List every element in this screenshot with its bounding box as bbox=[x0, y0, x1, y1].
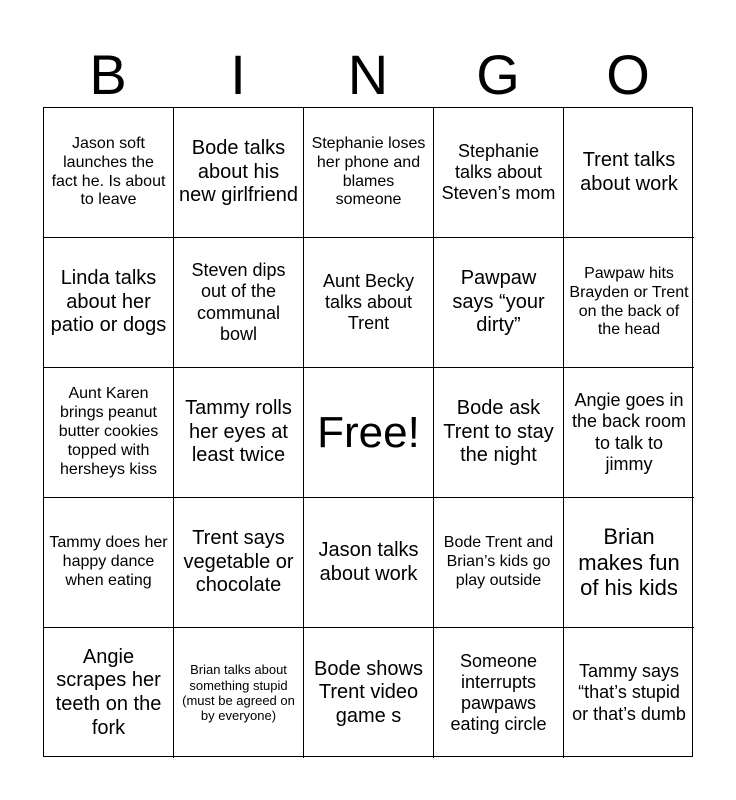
bingo-cell-25[interactable] bbox=[564, 628, 694, 758]
header-letter-n: N bbox=[347, 43, 389, 106]
bingo-cell-10[interactable] bbox=[564, 238, 694, 368]
cell-text: Free! bbox=[317, 407, 420, 457]
header-letter-b: B bbox=[89, 43, 127, 106]
cell-text: Aunt Karen brings peanut butter cookies topped with hersheys kiss bbox=[58, 385, 159, 478]
bingo-cell-9[interactable] bbox=[434, 238, 564, 368]
bingo-cell-2[interactable] bbox=[174, 108, 304, 238]
cell-text: Trent says vegetable or chocolate bbox=[183, 527, 294, 597]
bingo-cell-19[interactable] bbox=[434, 498, 564, 628]
cell-text: Brian talks about something stupid (must be agreed on by everyone) bbox=[182, 662, 295, 724]
bingo-cell-17[interactable] bbox=[174, 498, 304, 628]
bingo-cell-5[interactable] bbox=[564, 108, 694, 238]
bingo-cell-18[interactable] bbox=[304, 498, 434, 628]
cell-text: Tammy says “that’s stupid or that’s dumb bbox=[572, 661, 686, 724]
header-letter-i: I bbox=[230, 43, 246, 106]
cell-text: Aunt Becky talks about Trent bbox=[322, 270, 415, 334]
bingo-cell-21[interactable] bbox=[44, 628, 174, 758]
cell-text: Bode ask Trent to stay the night bbox=[443, 397, 554, 467]
cell-text: Bode talks about his new girlfriend bbox=[179, 137, 298, 207]
cell-text: Bode shows Trent video game s bbox=[314, 657, 423, 727]
bingo-cell-20[interactable] bbox=[564, 498, 694, 628]
cell-text: Steven dips out of the communal bowl bbox=[191, 260, 286, 344]
bingo-cell-11[interactable] bbox=[44, 368, 174, 498]
bingo-grid bbox=[43, 107, 693, 757]
bingo-cell-3[interactable] bbox=[304, 108, 434, 238]
cell-text: Someone interrupts pawpaws eating circle bbox=[450, 650, 547, 735]
header-letter-o: O bbox=[606, 43, 650, 106]
cell-text: Pawpaw hits Brayden or Trent on the back of the head bbox=[569, 264, 689, 339]
cell-text: Angie goes in the back room to talk to jimmy bbox=[571, 390, 687, 474]
bingo-cell-22[interactable] bbox=[174, 628, 304, 758]
cell-text: Jason soft launches the fact he. Is about to leave bbox=[51, 134, 166, 209]
cell-text: Stephanie talks about Steven’s mom bbox=[441, 140, 556, 204]
cell-text: Trent talks about work bbox=[580, 148, 678, 195]
bingo-cell-12[interactable] bbox=[174, 368, 304, 498]
cell-text: Brian makes fun of his kids bbox=[578, 523, 680, 601]
bingo-header bbox=[43, 40, 693, 110]
bingo-cell-6[interactable] bbox=[44, 238, 174, 368]
cell-text: Jason talks about work bbox=[318, 538, 419, 585]
bingo-cell-15[interactable] bbox=[564, 368, 694, 498]
bingo-cell-23[interactable] bbox=[304, 628, 434, 758]
bingo-free-space[interactable] bbox=[304, 368, 434, 498]
cell-text: Bode Trent and Brian’s kids go play outside bbox=[443, 534, 554, 589]
cell-text: Tammy does her happy dance when eating bbox=[49, 534, 168, 589]
bingo-cell-7[interactable] bbox=[174, 238, 304, 368]
cell-text: Stephanie loses her phone and blames someone bbox=[311, 134, 426, 209]
bingo-cell-24[interactable] bbox=[434, 628, 564, 758]
bingo-cell-14[interactable] bbox=[434, 368, 564, 498]
bingo-cell-1[interactable] bbox=[44, 108, 174, 238]
cell-text: Pawpaw says “your dirty” bbox=[452, 267, 545, 337]
bingo-cell-4[interactable] bbox=[434, 108, 564, 238]
bingo-cell-8[interactable] bbox=[304, 238, 434, 368]
cell-text: Linda talks about her patio or dogs bbox=[50, 267, 167, 337]
bingo-cell-16[interactable] bbox=[44, 498, 174, 628]
cell-text: Tammy rolls her eyes at least twice bbox=[185, 397, 292, 467]
cell-text: Angie scrapes her teeth on the fork bbox=[55, 645, 162, 739]
header-letter-g: G bbox=[476, 43, 520, 106]
